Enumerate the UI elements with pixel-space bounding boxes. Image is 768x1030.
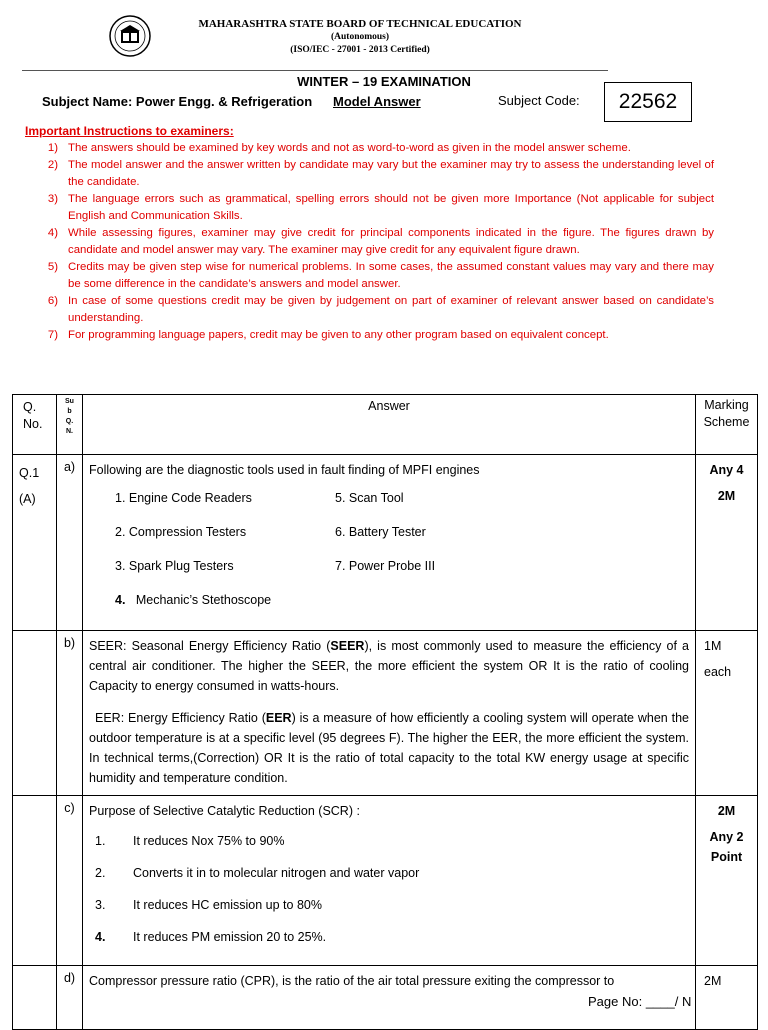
question-number [13,455,57,631]
tool-item: 6. Battery Tester [335,525,426,539]
answer-b [83,631,696,796]
marks-b [696,631,758,796]
instruction-item [22,191,714,225]
question-number-empty [13,631,57,796]
instruction-number: 2) [47,159,58,171]
list-item [89,927,689,959]
table-row-b [13,631,758,796]
seer-term: SEER [330,639,365,653]
list-item [89,863,689,895]
sub-question-d: d) [57,966,83,1030]
instruction-item [22,327,714,344]
instruction-number: 5) [47,261,58,273]
tool-number: 4. [115,593,126,607]
list-number: 3. [95,898,106,912]
scr-purpose-list [89,831,689,959]
table-header-row [13,395,758,455]
instruction-text: The answers should be examined by key words and not as word-to-word as given in the model answer scheme. [68,142,631,154]
model-answer-label: Model Answer [333,94,421,109]
mark-line: Any 4 [709,463,744,477]
sub-question-a: a) [57,455,83,631]
tool-pair [89,590,689,624]
instruction-item [22,259,714,293]
list-text: It reduces PM emission 20 to 25%. [133,930,327,944]
header-sub-line: N. [66,428,73,435]
subject-name: Subject Name: Power Engg. & Refrigeration [42,94,313,109]
instruction-item [22,225,714,259]
autonomous-label: (Autonomous) [330,32,390,42]
tool-item: 5. Scan Tool [335,491,404,505]
list-item [89,831,689,863]
instruction-item [22,157,714,191]
instruction-text: In case of some questions credit may be given by judgement on part of examiner of relevant answer based on candidate’s understanding. [68,295,714,324]
tool-item: 7. Power Probe III [335,559,436,573]
tool-pair [89,488,689,522]
eer-term: EER [265,711,292,725]
instruction-text: Credits may be given step wise for numerical problems. In some cases, the assumed constant values may vary and there may be some difference in the candidate’s answers and model answer. [68,261,714,290]
header-mark-line: Scheme [703,415,750,429]
q-number-line: (A) [19,492,36,506]
answer-c-intro: Purpose of Selective Catalytic Reduction (SCR) : [89,804,360,818]
sub-question-c: c) [57,796,83,966]
instructions-title: Important Instructions to examiners: [25,124,234,138]
instruction-number: 4) [47,227,58,239]
tool-item: 2. Compression Testers [115,525,247,539]
tool-pair [89,556,689,590]
question-number-empty [13,796,57,966]
board-name: MAHARASHTRA STATE BOARD OF TECHNICAL EDUCATION [198,18,522,30]
mark-line: 2M [717,489,736,503]
sub-question-b: b) [57,631,83,796]
tool-item: 3. Spark Plug Testers [115,559,234,573]
seer-text: SEER: Seasonal Energy Efficiency Ratio ( [89,639,331,653]
tool-item [115,590,271,610]
question-number-empty [13,966,57,1030]
list-text: It reduces Nox 75% to 90% [133,834,285,848]
msbte-logo [108,14,152,58]
list-number: 2. [95,866,106,880]
seer-text: ), is most commonly used to measure the efficiency of a central air conditioner. The higher the SEER, the more efficient the system OR It is the ratio of cooling Capacity to energy consumed in watts-hours. [89,639,690,693]
instruction-text: While assessing figures, examiner may give credit for principal components indicated in the figure. The figures drawn by candidate and model answer may vary. The examiner may give credit for any equivalent figure drawn. [68,227,714,256]
mark-line: Any 2 [709,830,744,844]
instruction-text: The model answer and the answer written by candidate may vary but the examiner may try to assess the understanding level of the candidate. [68,159,714,188]
instruction-item [22,293,714,327]
mark-line: 2M [717,804,736,818]
mark-line: each [704,665,732,679]
instruction-number: 7) [47,329,58,341]
list-number: 1. [95,834,106,848]
tool-item: 1. Engine Code Readers [115,491,252,505]
answer-a-intro: Following are the diagnostic tools used in fault finding of MPFI engines [89,463,480,477]
instruction-number: 6) [47,295,58,307]
answer-a [83,455,696,631]
answer-c [83,796,696,966]
list-text: It reduces HC emission up to 80% [133,898,322,912]
header-sub-line: b [67,408,72,415]
subject-code-box: 22562 [604,82,692,122]
instruction-number: 3) [47,193,58,205]
instruction-item [22,140,714,157]
header-answer: Answer [83,395,696,455]
answer-b-eer [89,708,689,788]
header-sub-q-no [57,395,83,455]
table-row-a [13,455,758,631]
eer-text: ) is a measure of how efficiently a cooling system will operate when the outdoor temperature is at a specific level (95 degrees F). The higher the EER, the more efficient the system. In technical terms,(Correction) OR It is the ratio of total capacity to the total KW energy usage at specific humidity and temperature condition. [89,711,689,785]
marks-a [696,455,758,631]
header-marking-scheme [696,395,758,455]
header-q-line: Q. [23,400,37,414]
exam-title: WINTER – 19 EXAMINATION [297,74,471,89]
instruction-number: 1) [47,142,58,154]
list-text: Converts it in to molecular nitrogen and water vapor [133,866,420,880]
table-row-c [13,796,758,966]
list-item [89,895,689,927]
answer-d: Compressor pressure ratio (CPR), is the ratio of the air total pressure exiting the compressor to [83,966,696,1030]
page-number: Page No: ____/ N [588,994,692,1009]
instruction-text: For programming language papers, credit may be given to any other program based on equivalent concept. [68,329,609,341]
marks-c [696,796,758,966]
header-sub-line: Su [65,398,74,405]
tool-text: Mechanic’s Stethoscope [135,593,272,607]
marks-d: 2M [696,966,758,1030]
answer-b-seer [89,636,689,696]
mark-line: Point [710,850,743,864]
header-sub-line: Q. [65,418,74,425]
list-number: 4. [95,930,106,944]
subject-code-label: Subject Code: [498,93,580,108]
header-q-line: No. [23,417,43,431]
instruction-text: The language errors such as grammatical, spelling errors should not be given more Importance (Not applicable for subject English and Communication Skills. [68,193,714,222]
q-number-line: Q.1 [19,466,40,480]
eer-text: EER: Energy Efficiency Ratio ( [95,711,266,725]
instructions-list [22,140,714,344]
mark-line: 1M [704,639,722,653]
header-divider [22,70,608,71]
tool-pair [89,522,689,556]
model-answer-table [12,394,758,1030]
header-mark-line: Marking [704,398,749,412]
header-q-no [13,395,57,455]
certification-label: (ISO/IEC - 27001 - 2013 Certified) [290,45,430,55]
